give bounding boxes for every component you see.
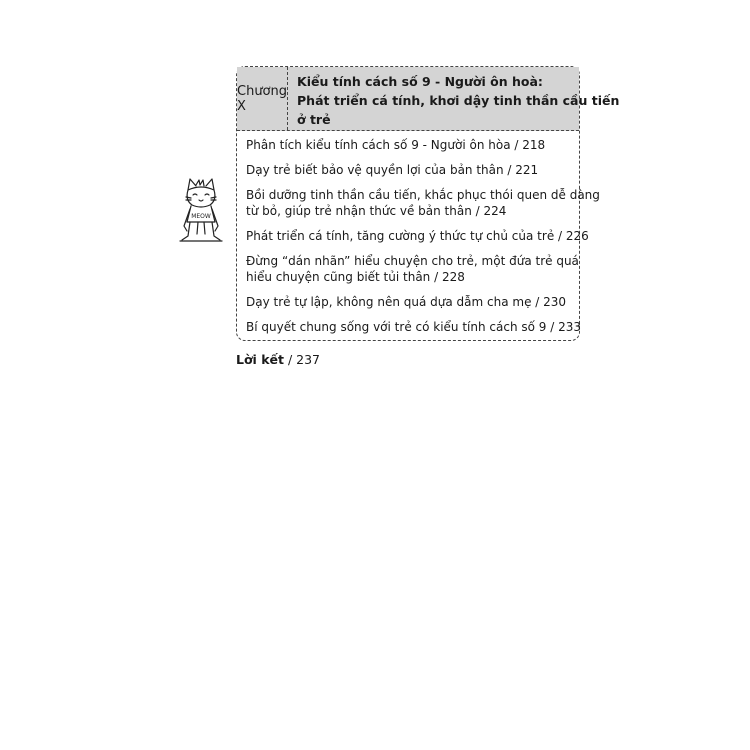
toc-entry[interactable] <box>246 253 579 285</box>
toc-entry-text: hiểu chuyện cũng biết tủi thân / 228 <box>246 270 465 284</box>
cat-mascot-icon <box>176 176 226 246</box>
toc-entry-text: Đừng “dán nhãn” hiểu chuyện cho trẻ, một đứa trẻ quá <box>246 254 579 268</box>
chapter-header <box>237 67 620 131</box>
chapter-title-line: Kiểu tính cách số 9 - Người ôn hoà: <box>297 74 543 89</box>
toc-entry[interactable] <box>246 319 582 335</box>
chapter-toc-box <box>236 66 620 341</box>
toc-entry-text: Bồi dưỡng tinh thần cầu tiến, khắc phục thói quen dễ dàng <box>246 188 600 202</box>
toc-entry-text: từ bỏ, giúp trẻ nhận thức về bản thân / 224 <box>246 204 507 218</box>
epilogue-label: Lời kết <box>236 352 284 367</box>
toc-entry-text: Dạy trẻ tự lập, không nên quá dựa dẫm cha mẹ / 230 <box>246 295 567 309</box>
chapter-title-line: ở trẻ <box>297 112 331 127</box>
epilogue-page: / 237 <box>283 352 320 367</box>
chapter-title <box>288 67 625 130</box>
chapter-title-line: Phát triển cá tính, khơi dậy tinh thần cầu tiến <box>297 93 620 108</box>
toc-entry-text: Phát triển cá tính, tăng cường ý thức tự chủ của trẻ / 226 <box>246 229 589 243</box>
toc-entry[interactable] <box>246 162 571 178</box>
toc-entry-text: Bí quyết chung sống với trẻ có kiểu tính cách số 9 / 233 <box>246 320 582 334</box>
toc-entry-list <box>237 131 600 335</box>
toc-entry[interactable] <box>246 294 571 310</box>
toc-entry[interactable] <box>246 137 571 153</box>
toc-entry[interactable] <box>246 187 600 219</box>
chapter-label: Chương X <box>237 67 288 130</box>
toc-entry-text: Dạy trẻ biết bảo vệ quyền lợi của bản thân / 221 <box>246 163 539 177</box>
toc-entry[interactable] <box>246 228 589 244</box>
toc-entry-text: Phân tích kiểu tính cách số 9 - Người ôn hòa / 218 <box>246 138 546 152</box>
mascot-shirt-text: MEOW <box>191 213 211 220</box>
epilogue-entry[interactable] <box>236 352 320 367</box>
